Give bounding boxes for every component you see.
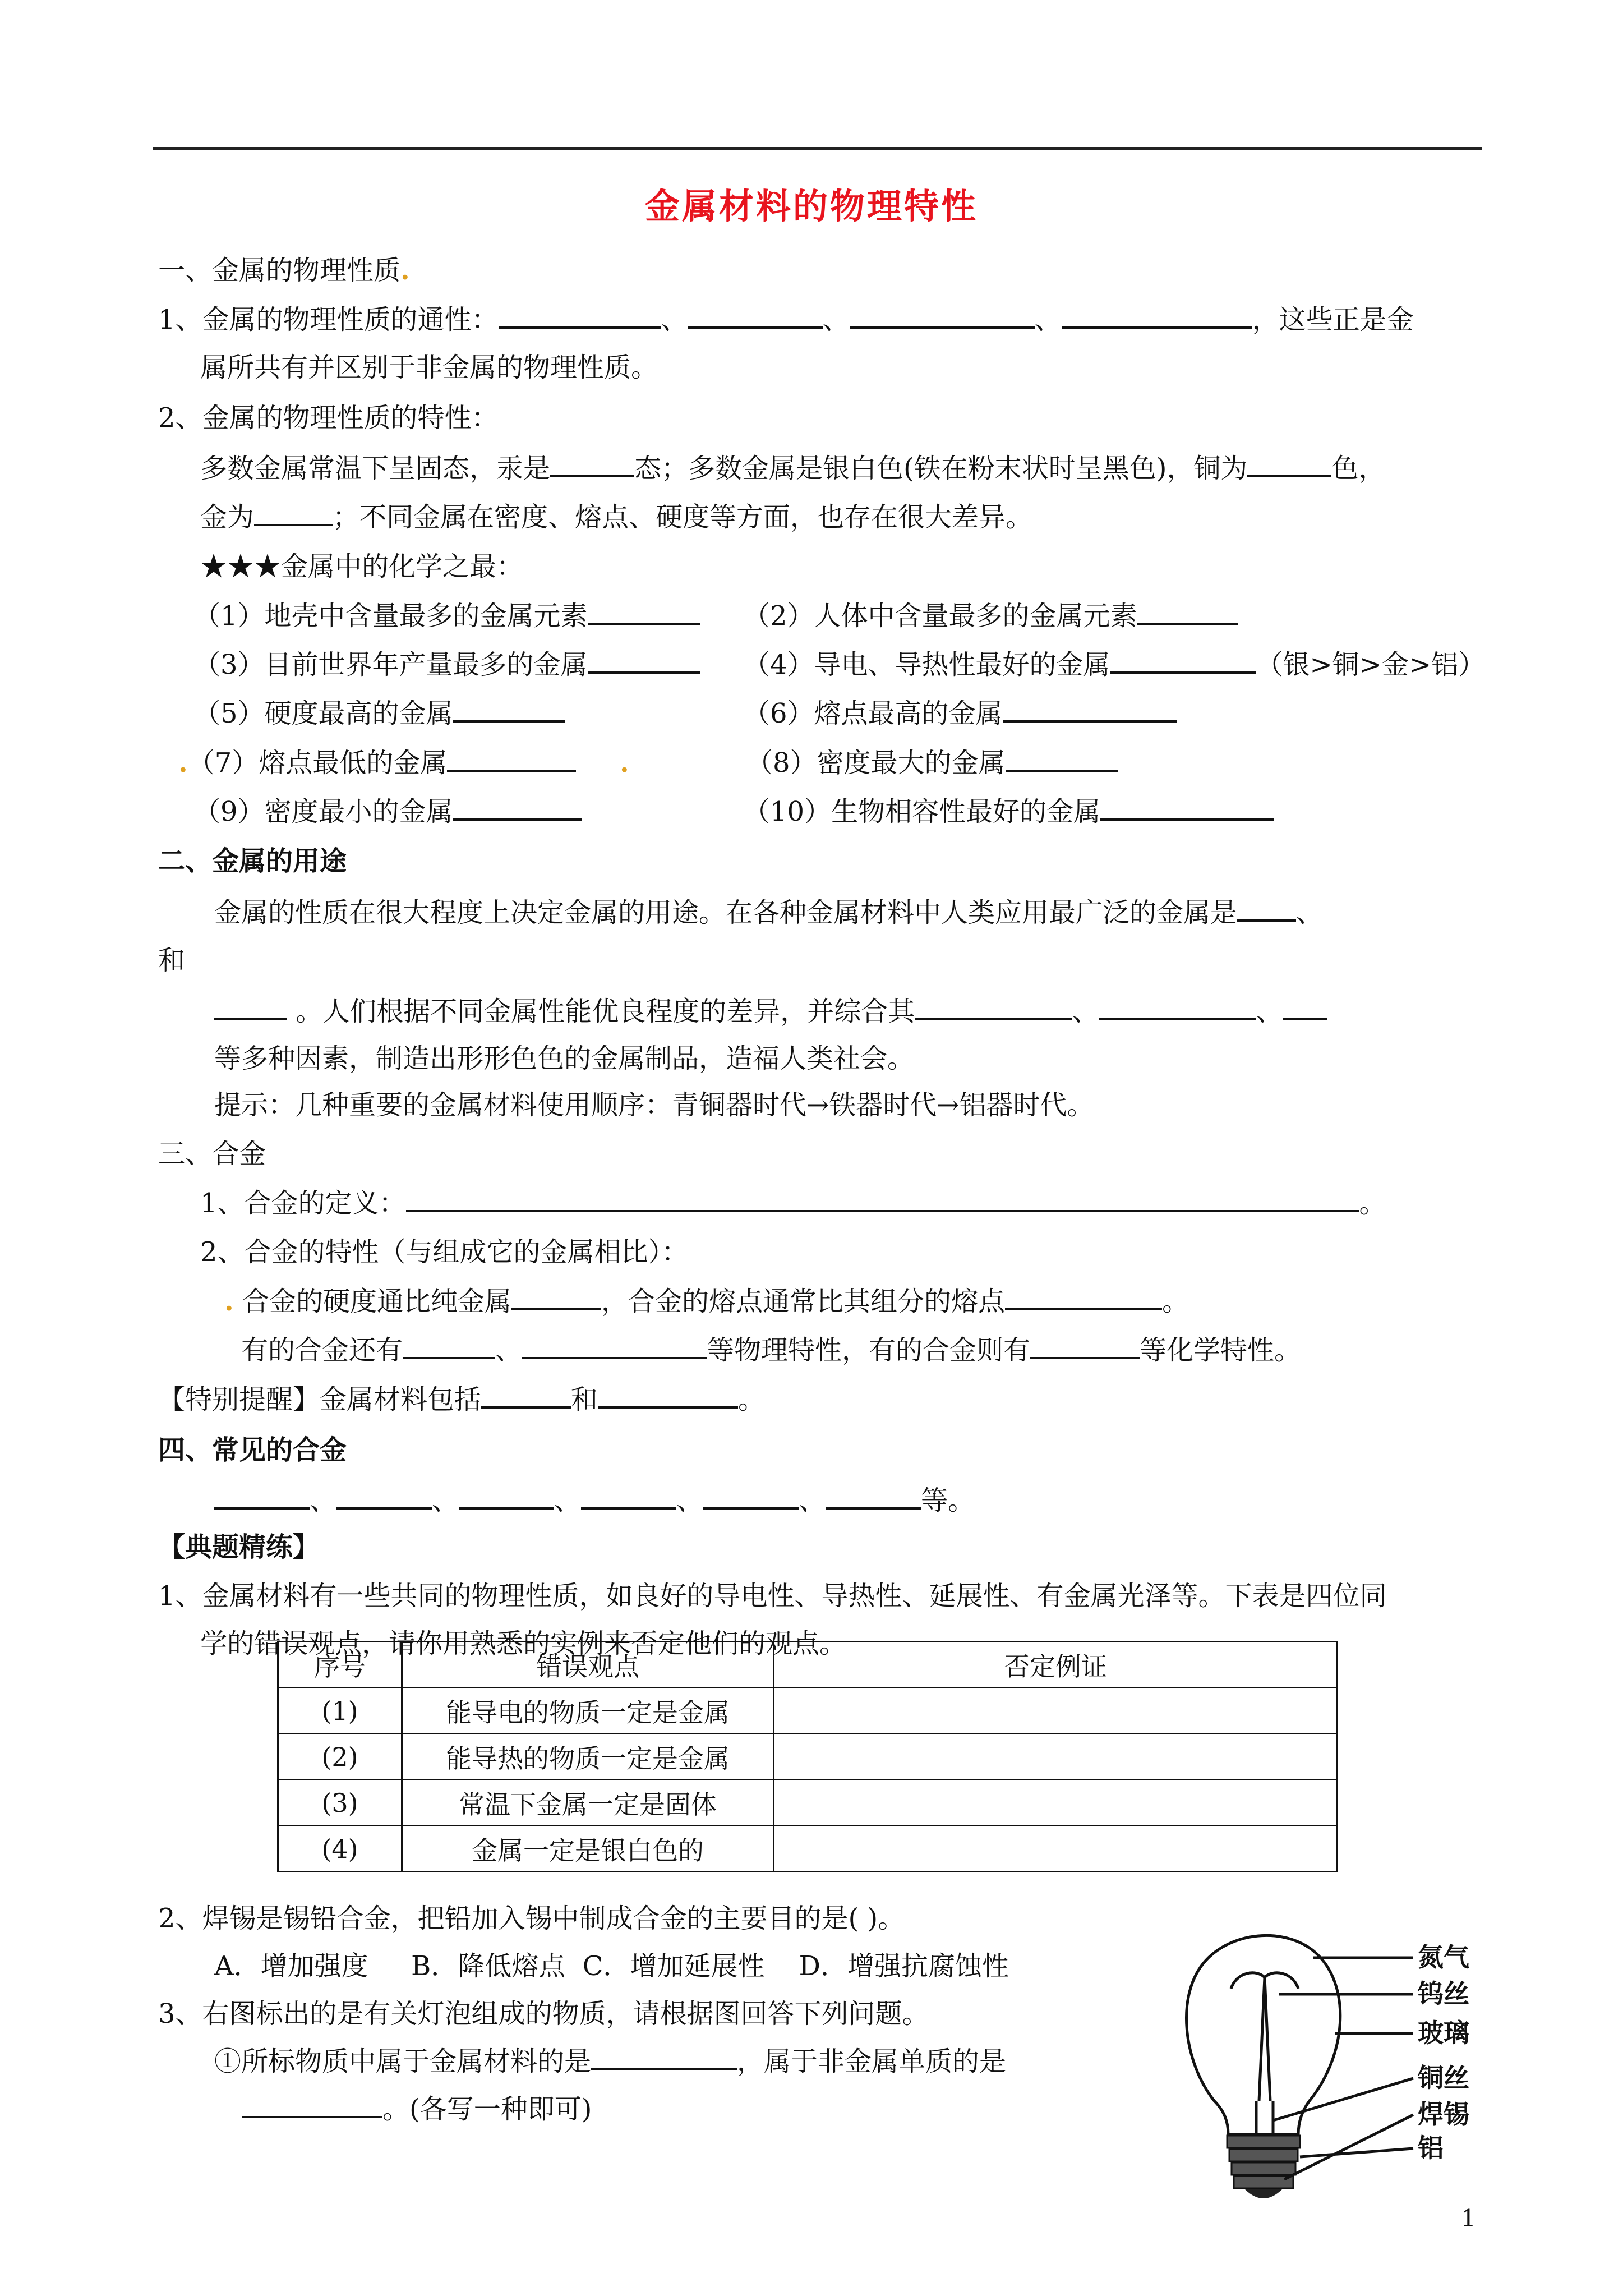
table-row: [278, 1734, 1338, 1780]
solder-tip: [1245, 2189, 1282, 2198]
superlative-item-4: （4）导电、导热性最好的金属 （银>铜>金>铝）: [743, 649, 1486, 680]
blank-field[interactable]: [688, 304, 823, 329]
label-pointer: [1300, 2148, 1413, 2157]
table-row: [278, 1826, 1338, 1872]
answer-cell[interactable]: [774, 1826, 1338, 1872]
blank-field[interactable]: [214, 996, 287, 1020]
q1-line1: 1、金属的物理性质的通性： 、 、 、 ，这些正是金: [158, 304, 1414, 335]
label-nitrogen: 氮气: [1418, 1942, 1469, 1972]
blank-field[interactable]: [598, 1384, 738, 1409]
table-cell: (4): [278, 1826, 402, 1872]
blank-field[interactable]: [1237, 897, 1296, 922]
label-glass: 玻璃: [1418, 2018, 1469, 2048]
filament: [1231, 1973, 1298, 2101]
blank-field[interactable]: [481, 1384, 571, 1409]
exercise-3-question: 3、右图标出的是有关灯泡组成的物质，请根据图回答下列问题。: [158, 1998, 929, 2030]
blank-field[interactable]: [254, 501, 333, 526]
special-reminder: 【特别提醒】金属材料包括 和 。: [158, 1384, 766, 1415]
label-aluminum: 铝: [1418, 2133, 1444, 2163]
alloy-definition: 1、合金的定义： 。: [200, 1188, 1386, 1219]
label-pointer: [1273, 2078, 1413, 2120]
exercise-1-line2: 学的错误观点，请你用熟悉的实例来否定他们的观点。: [200, 1628, 847, 1659]
s2-line2: 和: [158, 945, 186, 976]
alloy-properties-label: 2、合金的特性（与组成它的金属相比）：: [200, 1236, 689, 1268]
answer-cell[interactable]: [774, 1688, 1338, 1734]
blank-field[interactable]: [447, 747, 576, 772]
alloy-prop-line2: 有的合金还有 、 等物理特性，有的合金则有 等化学特性。: [241, 1335, 1302, 1366]
superlative-item-7: .（7）熔点最低的金属: [178, 746, 576, 780]
blank-field[interactable]: [826, 1485, 921, 1510]
table-header-row: [278, 1642, 1338, 1688]
blank-field[interactable]: [703, 1485, 799, 1510]
page-number: 1: [1461, 2205, 1476, 2232]
table-cell: 金属一定是银白色的: [402, 1826, 774, 1872]
stray-dot: .: [224, 1286, 234, 1317]
option-c[interactable]: C．增加延展性: [582, 1950, 765, 1982]
blank-field[interactable]: [242, 2093, 382, 2118]
blank-field[interactable]: [511, 1286, 601, 1310]
blank-field[interactable]: [588, 600, 700, 625]
header-rule: [153, 147, 1482, 150]
s2-line4: 等多种因素，制造出形形色色的金属制品，造福人类社会。: [214, 1043, 915, 1074]
bulb-base: [1227, 2136, 1300, 2188]
alloy-prop-line1: . 合金的硬度通比纯金属 ，合金的熔点通常比其组分的熔点 。: [224, 1286, 1189, 1317]
table-cell: 能导电的物质一定是金属: [402, 1688, 774, 1734]
misconception-table: [277, 1641, 1338, 1872]
superlative-item-8: （8）密度最大的金属: [746, 746, 1118, 780]
blank-field[interactable]: [453, 698, 565, 723]
blank-field[interactable]: [1099, 996, 1256, 1020]
superlative-item-2: （2）人体中含量最多的金属元素: [743, 599, 1238, 633]
table-header-cell: 否定例证: [774, 1642, 1338, 1688]
superlative-item-3: （3）目前世界年产量最多的金属: [193, 648, 700, 682]
table-cell: (1): [278, 1688, 402, 1734]
blank-field[interactable]: [1003, 698, 1177, 723]
label-tungsten: 钨丝: [1418, 1978, 1469, 2009]
blank-field[interactable]: [214, 1485, 310, 1510]
exercise-3-sub-line1: ①所标物质中属于金属材料的是 ，属于非金属单质的是: [214, 2046, 1007, 2077]
s2-line3: 。人们根据不同金属性能优良程度的差异，并综合其 、 、: [214, 995, 1327, 1028]
table-row: [278, 1780, 1338, 1826]
blank-field[interactable]: [915, 996, 1072, 1020]
table-cell: (3): [278, 1780, 402, 1826]
blank-field[interactable]: [459, 1485, 554, 1510]
superlative-item-5: （5）硬度最高的金属: [193, 697, 565, 730]
q1-line2: 属所共有并区别于非金属的物理性质。: [200, 352, 658, 383]
superlative-item-10: （10）生物相容性最好的金属: [743, 795, 1274, 829]
blank-field[interactable]: [1005, 1286, 1162, 1310]
superlative-item-6: （6）熔点最高的金属: [743, 697, 1177, 730]
blank-field[interactable]: [1030, 1335, 1140, 1359]
q2-heading: 2、金属的物理性质的特性：: [158, 402, 499, 434]
blank-field[interactable]: [1100, 796, 1274, 821]
s2-hint: 提示：几种重要的金属材料使用顺序：青铜器时代→铁器时代→铝器时代。: [214, 1089, 1094, 1121]
blank-field[interactable]: [850, 304, 1035, 329]
option-d[interactable]: D．增强抗腐蚀性: [799, 1950, 1009, 1982]
exercise-2-options: [214, 1949, 1009, 1983]
section-3-heading: 三、合金: [158, 1138, 266, 1170]
common-alloys-line: 、 、 、 、 、 等。: [214, 1484, 975, 1517]
section-1-heading: 一、金属的物理性质.: [158, 255, 410, 286]
stray-dot: .: [400, 255, 410, 286]
page-title: 金属材料的物理特性: [644, 186, 978, 227]
blank-field[interactable]: [403, 1335, 495, 1359]
blank-field[interactable]: [591, 2046, 737, 2070]
stray-dot: .: [178, 747, 188, 779]
answer-cell[interactable]: [774, 1734, 1338, 1780]
option-a[interactable]: A．增加强度: [214, 1950, 368, 1982]
blank-field[interactable]: [1137, 600, 1238, 625]
table-row: [278, 1688, 1338, 1734]
table-cell: (2): [278, 1734, 402, 1780]
exercises-heading: 【典题精练】: [158, 1531, 320, 1563]
table-header-cell: 序号: [278, 1642, 402, 1688]
superlative-item-9: （9）密度最小的金属: [193, 795, 582, 829]
answer-cell[interactable]: [774, 1780, 1338, 1826]
q2-line2: 金为 ；不同金属在密度、熔点、硬度等方面，也存在很大差异。: [200, 501, 1033, 533]
table-header-cell: 错误观点: [402, 1642, 774, 1688]
exercise-1-line1: 1、金属材料有一些共同的物理性质，如良好的导电性、导热性、延展性、有金属光泽等。下表是四位同: [158, 1580, 1387, 1612]
table-cell: 常温下金属一定是固体: [402, 1780, 774, 1826]
blank-field[interactable]: [336, 1485, 432, 1510]
blank-field[interactable]: [453, 796, 582, 821]
blank-field[interactable]: [588, 649, 700, 674]
section-2-heading: 二、金属的用途: [158, 845, 347, 877]
table-cell: 能导热的物质一定是金属: [402, 1734, 774, 1780]
blank-field[interactable]: [1062, 304, 1252, 329]
blank-field[interactable]: [499, 304, 661, 329]
light-bulb-diagram: [1166, 1916, 1481, 2263]
stars-heading: ★★★金属中的化学之最：: [200, 551, 524, 582]
option-b[interactable]: B．降低熔点: [411, 1950, 566, 1982]
blank-field[interactable]: [1283, 996, 1327, 1020]
label-solder: 焊锡: [1418, 2099, 1469, 2129]
superlative-item-1: （1）地壳中含量最多的金属元素: [193, 599, 700, 633]
lead-wires: [1256, 2101, 1273, 2134]
blank-field[interactable]: [1247, 453, 1331, 477]
exercise-2-question: 2、焊锡是锡铅合金，把铅加入锡中制成合金的主要目的是( )。: [158, 1903, 905, 1934]
blank-field[interactable]: [1110, 649, 1256, 674]
exercise-3-sub-line2: 。(各写一种即可): [242, 2092, 592, 2126]
blank-field[interactable]: [522, 1335, 707, 1359]
section-4-heading: 四、常见的合金: [158, 1434, 347, 1466]
s2-line1: 金属的性质在很大程度上决定金属的用途。在各种金属材料中人类应用最广泛的金属是 、: [214, 897, 1324, 928]
blank-field[interactable]: [1006, 747, 1118, 772]
q2-line1: 多数金属常温下呈固态，汞是 态；多数金属是银白色(铁在粉末状时呈黑色)，铜为 色，: [200, 453, 1386, 484]
label-pointer: [1284, 2115, 1413, 2179]
label-copper-wire: 铜丝: [1418, 2063, 1469, 2093]
blank-field[interactable]: [581, 1485, 676, 1510]
blank-field[interactable]: [550, 453, 634, 477]
blank-field[interactable]: [406, 1188, 1359, 1212]
stray-dot: .: [620, 747, 629, 779]
